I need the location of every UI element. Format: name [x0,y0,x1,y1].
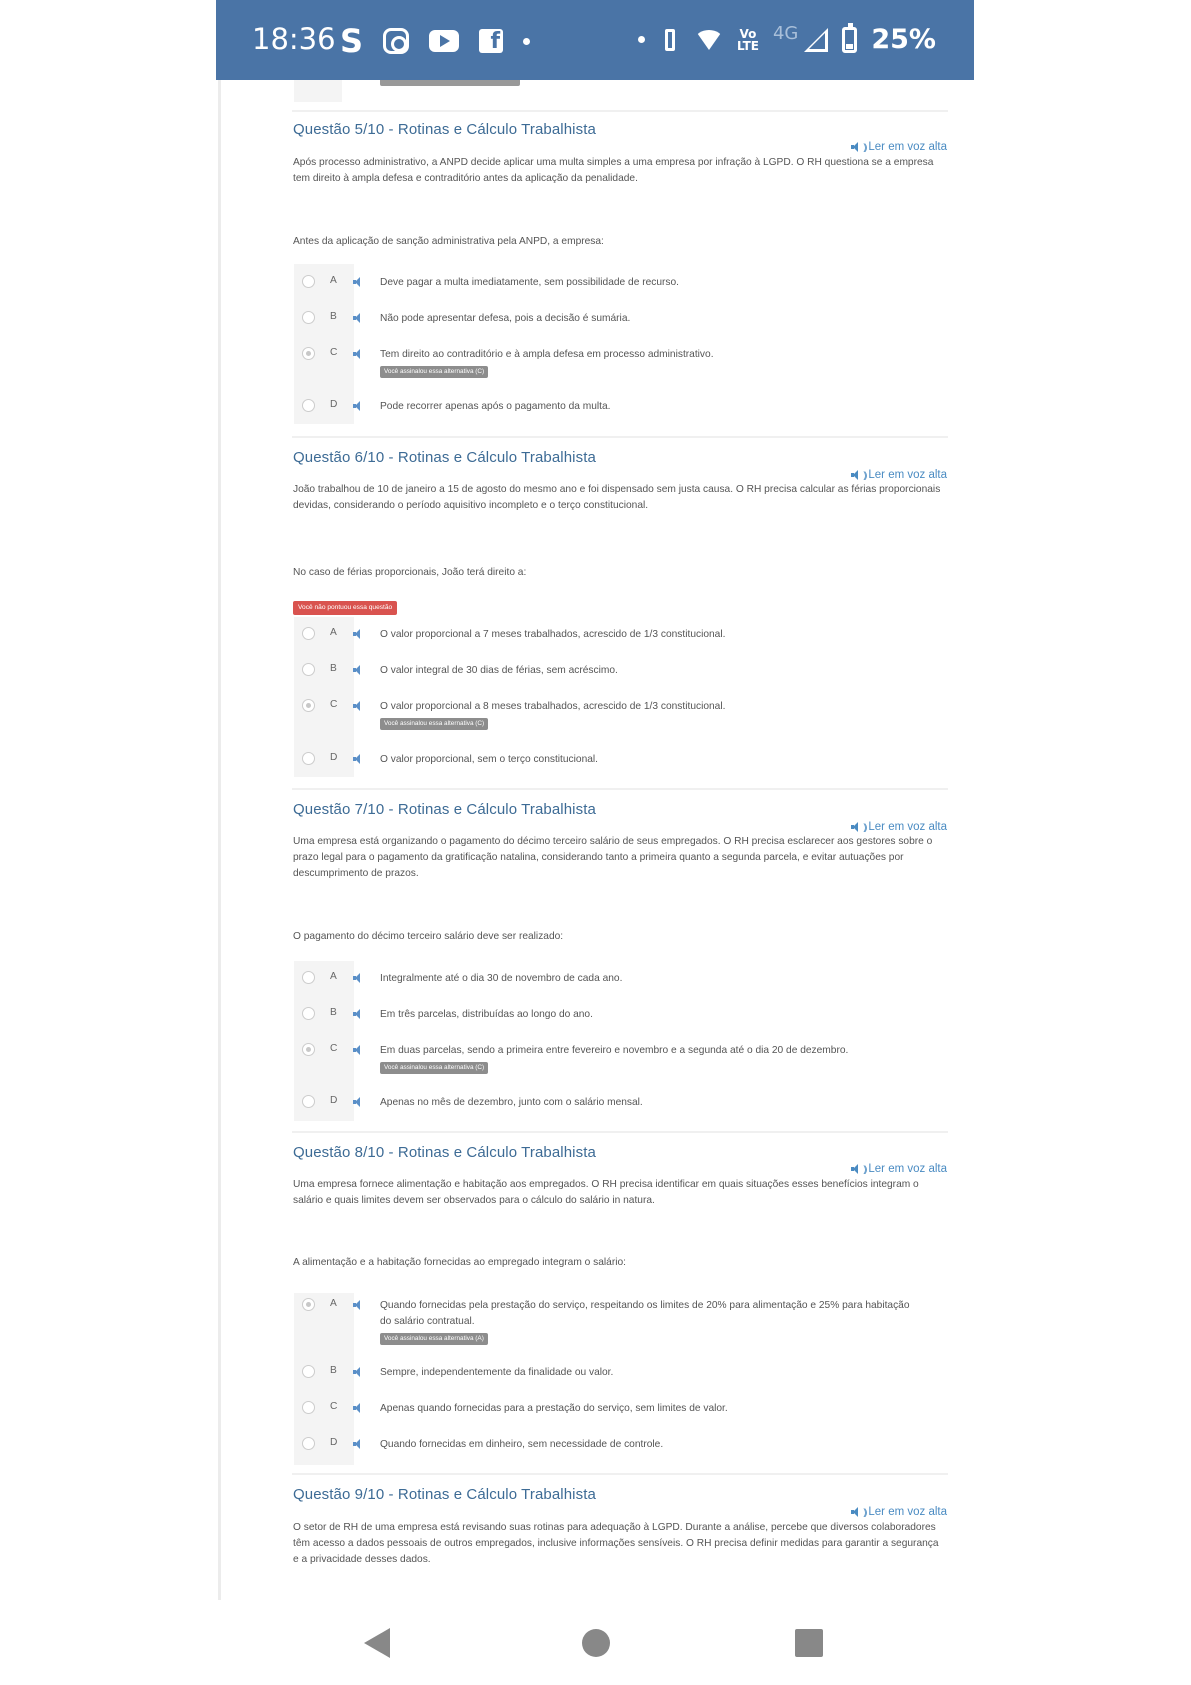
radio-button[interactable] [302,1095,315,1108]
speaker-icon [851,470,863,480]
question-text: Uma empresa fornece alimentação e habitação aos empregados. O RH precisa identificar em quais situações esses benefícios integram o salário e quais limites devem ser observados para o cálculo do salário in natura. [293,1179,919,1206]
battery-icon [842,27,857,53]
option-text: Quando fornecidas em dinheiro, sem necessidade de controle. [380,1439,664,1450]
speaker-icon[interactable] [353,1300,365,1310]
option-letter: C [330,699,338,710]
volte-icon: Vo LTE [736,26,759,53]
score-badge: Você não pontuou essa questão [293,601,397,615]
question-prompt: No caso de férias proporcionais, João terá direito a: [293,567,527,578]
radio-button[interactable] [302,1437,315,1450]
option-text: O valor integral de 30 dias de férias, sem acréscimo. [380,665,618,676]
chosen-badge: Você assinalou essa alternativa (A) [380,1333,488,1345]
speaker-icon[interactable] [353,1367,365,1377]
question-divider [292,1131,948,1133]
question-title: Questão 5/10 - Rotinas e Cálculo Trabalhista [293,121,596,138]
radio-button-selected[interactable] [302,1298,315,1311]
radio-button-selected[interactable] [302,347,315,360]
option-letter: B [330,311,337,322]
speaker-icon[interactable] [353,401,365,411]
read-aloud-link[interactable]: )) Ler em voz alta [851,1506,947,1518]
previous-option-box [294,80,342,102]
option-letter: D [330,1437,338,1448]
vibrate-icon [659,29,681,51]
battery-percent: 25% [871,24,936,55]
option-letter: D [330,1095,338,1106]
option-text: Apenas no mês de dezembro, junto com o salário mensal. [380,1097,643,1108]
option-text: Integralmente até o dia 30 de novembro de cada ano. [380,973,623,984]
read-aloud-label: Ler em voz alta [868,821,947,833]
speaker-icon[interactable] [353,701,365,711]
option-letter: A [330,275,337,286]
s-app-icon: S [340,22,364,60]
question-title: Questão 7/10 - Rotinas e Cálculo Trabalhista [293,801,596,818]
radio-button[interactable] [302,311,315,324]
question-prompt: Antes da aplicação de sanção administrativa pela ANPD, a empresa: [293,236,604,247]
youtube-icon [429,30,459,52]
radio-button[interactable] [302,627,315,640]
option-letter: C [330,347,338,358]
radio-button[interactable] [302,1401,315,1414]
recents-icon[interactable] [795,1629,823,1657]
signal-icon [804,28,828,52]
radio-button[interactable] [302,752,315,765]
chosen-badge: Você assinalou essa alternativa (C) [380,366,488,378]
speaker-icon[interactable] [353,1439,365,1449]
option-letter: B [330,663,337,674]
speaker-icon[interactable] [353,665,365,675]
status-bar [216,0,974,80]
speaker-icon[interactable] [353,1403,365,1413]
read-aloud-label: Ler em voz alta [868,141,947,153]
question-prompt: A alimentação e a habitação fornecidas ao empregado integram o salário: [293,1257,626,1268]
question-text: João trabalhou de 10 de janeiro a 15 de agosto do mesmo ano e foi dispensado sem justa causa. O RH precisa calcular as férias proporcionais devidas, considerando o período aquisitivo incompleto e o terço constitucional. [293,484,941,511]
question-text: Uma empresa está organizando o pagamento do décimo terceiro salário de seus empregados. O RH precisa esclarecer aos gestores sobre o prazo legal para o pagamento da gratificação natalina, considerando tanto a primeira quanto a segunda parcela, e evitar autuações por descumprimento de prazos. [293,836,933,879]
option-text: Quando fornecidas pela prestação do serviço, respeitando os limites de 20% para alimentação e 25% para habitação do salário contratual. [380,1300,910,1327]
question-divider [292,436,948,438]
option-text: O valor proporcional a 7 meses trabalhados, acrescido de 1/3 constitucional. [380,629,726,640]
read-aloud-label: Ler em voz alta [868,1506,947,1518]
speaker-icon[interactable] [353,349,365,359]
question-title: Questão 8/10 - Rotinas e Cálculo Trabalhista [293,1144,596,1161]
previous-chosen-badge [380,80,520,86]
option-letter: C [330,1401,338,1412]
speaker-icon [851,1164,863,1174]
read-aloud-label: Ler em voz alta [868,1163,947,1175]
instagram-icon [383,28,409,54]
radio-button[interactable] [302,663,315,676]
question-prompt: O pagamento do décimo terceiro salário deve ser realizado: [293,931,564,942]
chosen-badge: Você assinalou essa alternativa (C) [380,718,488,730]
speaker-icon[interactable] [353,1045,365,1055]
option-letter: A [330,627,337,638]
option-letter: D [330,399,338,410]
speaker-icon [851,142,863,152]
back-icon[interactable] [364,1628,390,1658]
option-letter: A [330,971,337,982]
speaker-icon [851,822,863,832]
radio-button[interactable] [302,1365,315,1378]
option-text: Em três parcelas, distribuídas ao longo do ano. [380,1009,593,1020]
option-letter: A [330,1298,337,1309]
radio-button-selected[interactable] [302,699,315,712]
wifi-icon [695,30,723,50]
page-left-border [218,80,221,1600]
option-text: O valor proporcional, sem o terço constitucional. [380,754,599,765]
speaker-icon[interactable] [353,629,365,639]
question-title: Questão 9/10 - Rotinas e Cálculo Trabalhista [293,1486,596,1503]
question-divider [292,1473,948,1475]
question-title: Questão 6/10 - Rotinas e Cálculo Trabalhista [293,449,596,466]
notification-dot-icon [638,36,645,43]
speaker-icon[interactable] [353,754,365,764]
notification-dot-icon [523,38,530,45]
option-text: Deve pagar a multa imediatamente, sem possibilidade de recurso. [380,277,679,288]
chosen-badge: Você assinalou essa alternativa (C) [380,1062,488,1074]
read-aloud-link[interactable]: )) Ler em voz alta [851,141,947,153]
radio-button[interactable] [302,399,315,412]
speaker-icon[interactable] [353,1009,365,1019]
option-text: Sempre, independentemente da finalidade ou valor. [380,1367,614,1378]
status-time: 18:36 [252,22,336,56]
radio-button[interactable] [302,1007,315,1020]
question-divider [292,788,948,790]
option-letter: D [330,752,338,763]
option-text: Pode recorrer apenas após o pagamento da multa. [380,401,611,412]
read-aloud-label: Ler em voz alta [868,469,947,481]
option-text: Não pode apresentar defesa, pois a decisão é sumária. [380,313,631,324]
radio-button[interactable] [302,971,315,984]
home-icon[interactable] [582,1629,610,1657]
option-letter: C [330,1043,338,1054]
speaker-icon[interactable] [353,973,365,983]
option-text: O valor proporcional a 8 meses trabalhados, acrescido de 1/3 constitucional. [380,701,726,712]
option-text: Apenas quando fornecidas para a prestação do serviço, sem limites de valor. [380,1403,728,1414]
question-text: Após processo administrativo, a ANPD decide aplicar uma multa simples a uma empresa por infração à LGPD. O RH questiona se a empresa tem direito à ampla defesa e contraditório antes da aplicação da penalidade. [293,157,934,184]
speaker-icon[interactable] [353,277,365,287]
radio-button[interactable] [302,275,315,288]
question-divider [292,110,948,112]
4g-icon: 4G [772,23,799,44]
speaker-icon[interactable] [353,313,365,323]
radio-button-selected[interactable] [302,1043,315,1056]
read-aloud-link[interactable]: )) Ler em voz alta [851,469,947,481]
speaker-icon [851,1507,863,1517]
read-aloud-link[interactable]: )) Ler em voz alta [851,821,947,833]
speaker-icon[interactable] [353,1097,365,1107]
option-letter: B [330,1365,337,1376]
question-text: O setor de RH de uma empresa está revisando suas rotinas para adequação à LGPD. Durante a análise, percebe que diversos colaboradores têm acesso a dados pessoais de outros empregados, inclusive informações sensíveis. O RH precisa definir medidas para garantir a segurança e a privacidade desses dados. [293,1522,939,1565]
option-text: Tem direito ao contraditório e à ampla defesa em processo administrativo. [380,349,714,360]
option-text: Em duas parcelas, sendo a primeira entre fevereiro e novembro e a segunda até o dia 20 de dezembro. [380,1045,849,1056]
option-letter: B [330,1007,337,1018]
read-aloud-link[interactable]: )) Ler em voz alta [851,1163,947,1175]
facebook-icon: f [479,29,503,53]
